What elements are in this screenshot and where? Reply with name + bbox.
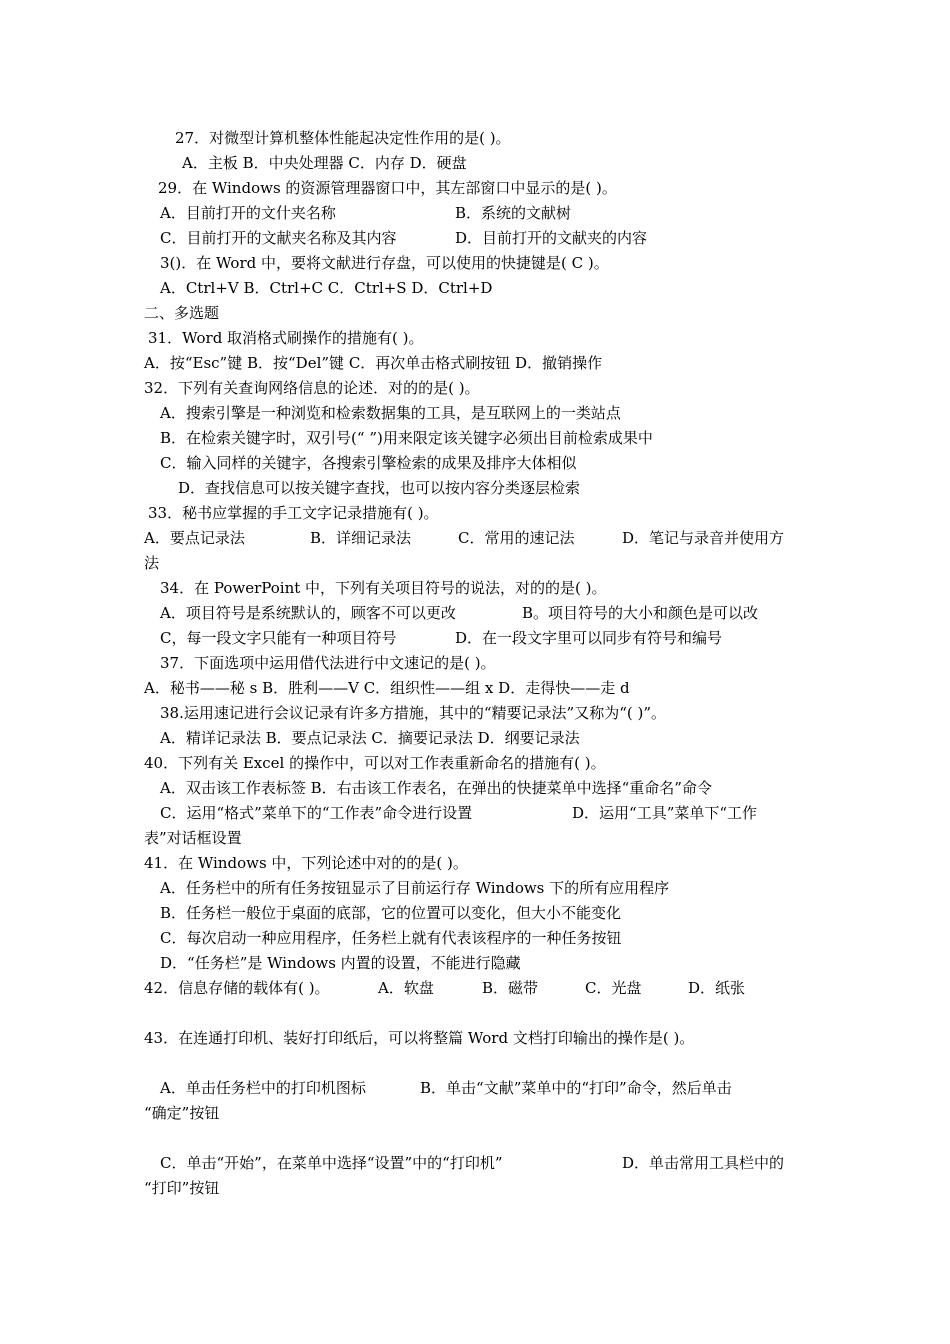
question-34-option-c: C，每一段文字只能有一种项目符号 bbox=[160, 629, 397, 647]
question-42-option-d: D．纸张 bbox=[688, 979, 746, 997]
question-29: 29．在 Windows 的资源管理器窗口中，其左部窗口中显示的是( )。 bbox=[158, 179, 617, 197]
question-43-option-c: C．单击“开始”，在菜单中选择“设置”中的“打印机” bbox=[160, 1154, 503, 1172]
question-33-option-c: C．常用的速记法 bbox=[458, 529, 575, 547]
question-32-option-a: A．搜索引擎是一种浏览和检索数据集的工具，是互联网上的一类站点 bbox=[160, 404, 621, 422]
question-43-option-d-wrap: “打印”按钮 bbox=[144, 1179, 220, 1197]
question-32-option-c: C．输入同样的关键字，各搜索引擎检索的成果及排序大体相似 bbox=[160, 454, 577, 472]
question-42-option-c: C．光盘 bbox=[585, 979, 642, 997]
question-37-options: A．秘书——秘 s B．胜利——V C．组织性——组 x D．走得快——走 d bbox=[144, 679, 630, 697]
question-33-option-a: A．要点记录法 bbox=[144, 529, 245, 547]
question-41-option-b: B．任务栏一般位于桌面的底部，它的位置可以变化，但大小不能变化 bbox=[160, 904, 622, 922]
question-42-option-a: A．软盘 bbox=[378, 979, 434, 997]
question-40-option-c: C．运用“格式”菜单下的“工作表”命令进行设置 bbox=[160, 804, 473, 822]
question-34-option-d: D．在一段文字里可以同步有符号和编号 bbox=[455, 629, 723, 647]
question-34-option-b: B。项目符号的大小和颜色是可以改 bbox=[522, 604, 759, 622]
question-30-options: A．Ctrl+V B．Ctrl+C C．Ctrl+S D．Ctrl+D bbox=[160, 279, 493, 297]
question-43-option-b-wrap: “确定”按钮 bbox=[144, 1104, 220, 1122]
question-29-option-b: B．系统的文献树 bbox=[455, 204, 572, 222]
question-33: 33．秘书应掌握的手工文字记录措施有( )。 bbox=[148, 504, 439, 522]
section-heading-multiple-choice: 二、多选题 bbox=[144, 304, 220, 322]
question-43: 43．在连通打印机、装好打印纸后，可以将整篇 Word 文档打印输出的操作是( )。 bbox=[144, 1029, 695, 1047]
question-37: 37．下面选项中运用借代法进行中文速记的是( )。 bbox=[160, 654, 496, 672]
question-29-option-a: A．目前打开的文什夹名称 bbox=[160, 204, 336, 222]
question-40-options-ab: A．双击该工作表标签 B．右击该工作表名，在弹出的快捷菜单中选择“重命名”命令 bbox=[160, 779, 712, 797]
question-41: 41．在 Windows 中，下列论述中对的的是( )。 bbox=[144, 854, 468, 872]
question-43-option-a: A．单击任务栏中的打印机图标 bbox=[160, 1079, 366, 1097]
question-27: 27．对微型计算机整体性能起决定性作用的是( )。 bbox=[175, 129, 511, 147]
question-33-option-b: B．详细记录法 bbox=[310, 529, 412, 547]
question-27-options: A．主板 B．中央处理器 C．内存 D．硬盘 bbox=[182, 154, 467, 172]
question-32: 32．下列有关查询网络信息的论述．对的的是( )。 bbox=[144, 379, 480, 397]
question-41-option-d: D．“任务栏”是 Windows 内置的设置，不能进行隐藏 bbox=[160, 954, 521, 972]
question-31: 31．Word 取消格式刷操作的措施有( )。 bbox=[148, 329, 424, 347]
question-34: 34．在 PowerPoint 中，下列有关项目符号的说法，对的的是( )。 bbox=[160, 579, 607, 597]
question-40-option-d: D．运用“工具”菜单下“工作 bbox=[572, 804, 758, 822]
question-31-options: A．按“Esc”键 B．按“Del”键 C．再次单击格式刷按钮 D．撤销操作 bbox=[144, 354, 603, 372]
question-29-option-d: D．目前打开的文献夹的内容 bbox=[455, 229, 648, 247]
question-30: 3()．在 Word 中，要将文献进行存盘，可以使用的快捷键是( C )。 bbox=[160, 254, 609, 272]
question-32-option-b: B．在检索关键字时，双引号(“ ”)用来限定该关键字必须出目前检索成果中 bbox=[160, 429, 653, 447]
question-42-option-b: B．磁带 bbox=[482, 979, 539, 997]
question-33-option-d: D．笔记与录音并使用方 bbox=[622, 529, 785, 547]
question-41-option-a: A．任务栏中的所有任务按钮显示了目前运行存 Windows 下的所有应用程序 bbox=[160, 879, 670, 897]
question-40: 40．下列有关 Excel 的操作中，可以对工作表重新命名的措施有( )。 bbox=[144, 754, 606, 772]
question-38-options: A．精详记录法 B．要点记录法 C．摘要记录法 D．纲要记录法 bbox=[160, 729, 580, 747]
question-40-option-d-wrap: 表”对话框设置 bbox=[144, 829, 242, 847]
question-38: 38.运用速记进行会议记录有许多方措施，其中的“精要记录法”又称为“( )”。 bbox=[160, 704, 667, 722]
question-42: 42．信息存储的载体有( )。 bbox=[144, 979, 330, 997]
question-41-option-c: C．每次启动一种应用程序，任务栏上就有代表该程序的一种任务按钮 bbox=[160, 929, 622, 947]
question-43-option-d: D．单击常用工具栏中的 bbox=[622, 1154, 785, 1172]
question-43-option-b: B．单击“文献”菜单中的“打印”命令，然后单击 bbox=[420, 1079, 732, 1097]
question-29-option-c: C．目前打开的文献夹名称及其内容 bbox=[160, 229, 397, 247]
question-34-option-a: A．项目符号是系统默认的，顾客不可以更改 bbox=[160, 604, 456, 622]
question-33-option-d-wrap: 法 bbox=[144, 554, 160, 572]
question-32-option-d: D．查找信息可以按关键字查找，也可以按内容分类逐层检索 bbox=[178, 479, 581, 497]
